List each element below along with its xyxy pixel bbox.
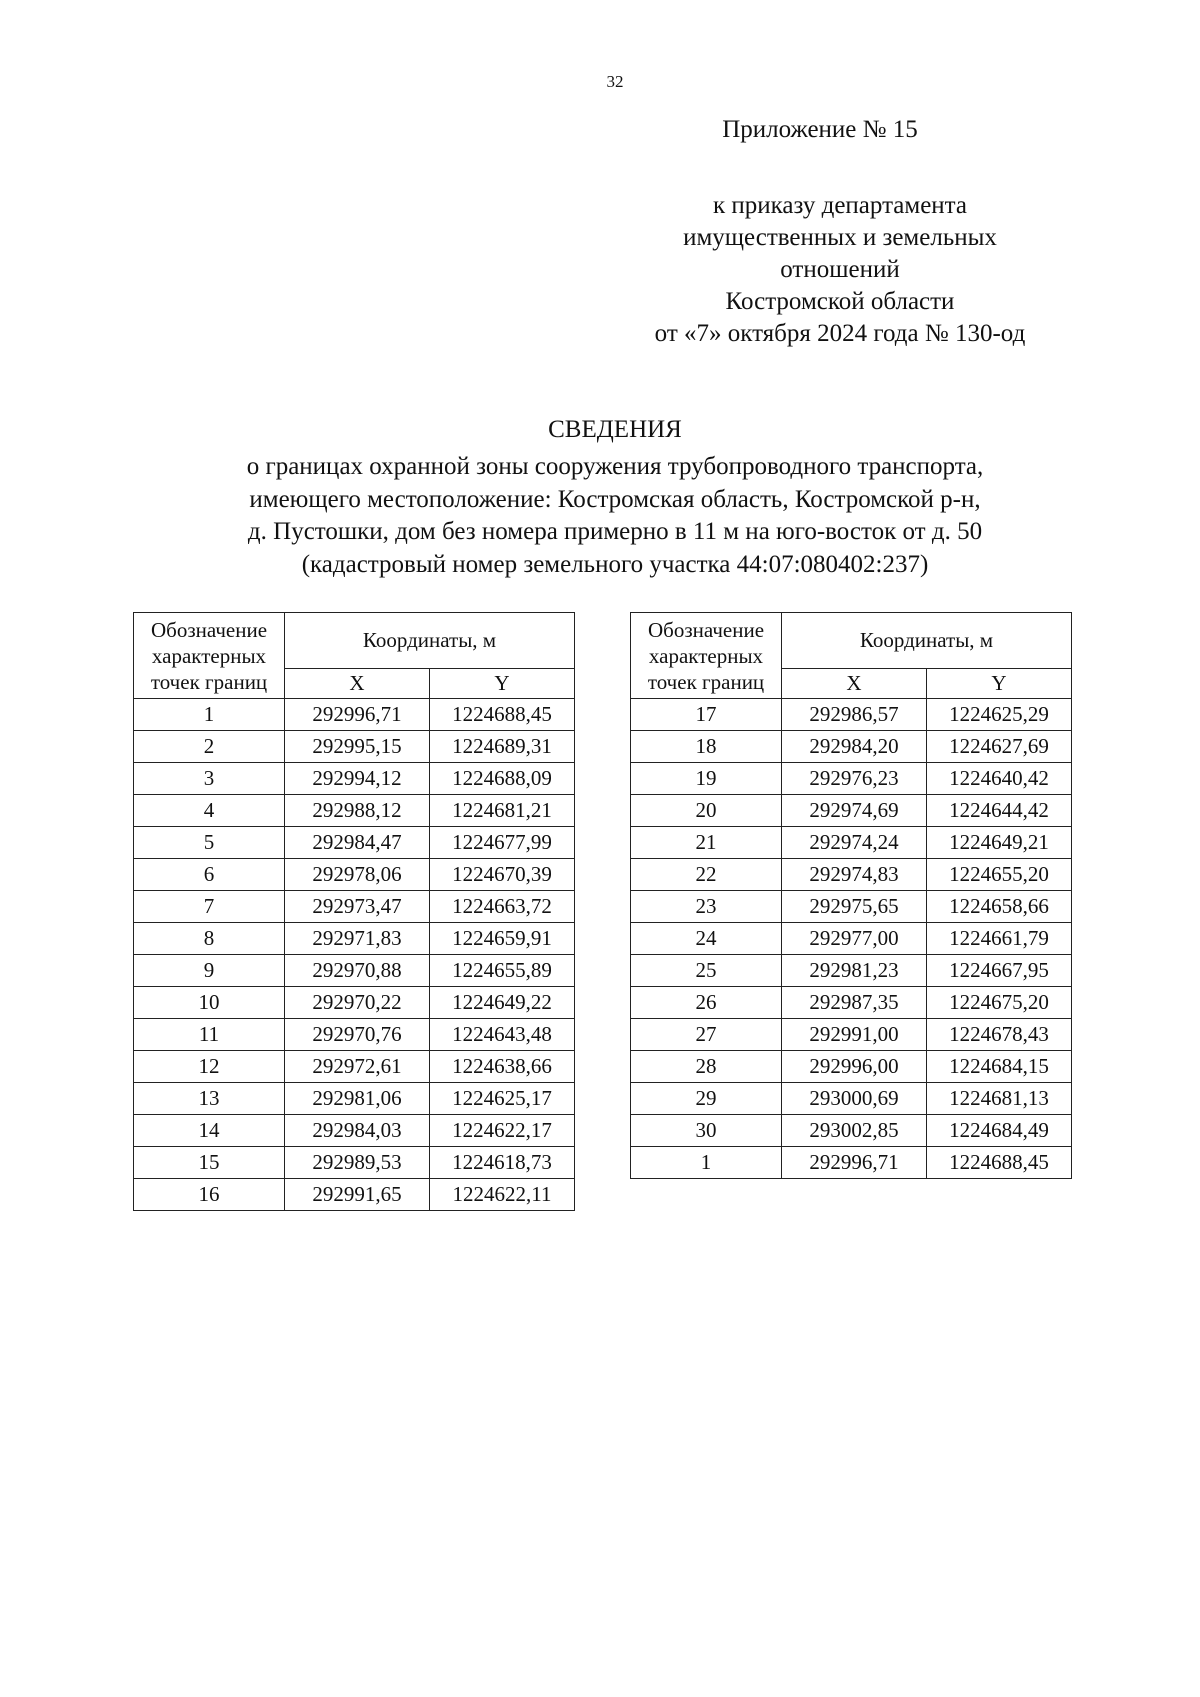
y-cell: 1224678,43	[927, 1019, 1072, 1051]
document-subtitle	[0, 451, 1200, 581]
x-cell: 292981,06	[285, 1083, 430, 1115]
point-cell: 21	[631, 827, 782, 859]
coordinates-table-left	[133, 612, 575, 1211]
x-cell: 292996,71	[782, 1147, 927, 1179]
x-cell: 292986,57	[782, 699, 927, 731]
header-y: Y	[927, 669, 1072, 699]
x-cell: 292987,35	[782, 987, 927, 1019]
table-row	[134, 1115, 575, 1147]
y-cell: 1224681,21	[430, 795, 575, 827]
y-cell: 1224649,21	[927, 827, 1072, 859]
order-ref-line: имущественных и земельных	[683, 224, 997, 251]
appendix-title: Приложение № 15	[722, 116, 918, 143]
table-row	[631, 827, 1072, 859]
y-cell: 1224644,42	[927, 795, 1072, 827]
x-cell: 292984,47	[285, 827, 430, 859]
point-cell: 4	[134, 795, 285, 827]
x-cell: 293002,85	[782, 1115, 927, 1147]
x-cell: 292991,00	[782, 1019, 927, 1051]
y-cell: 1224663,72	[430, 891, 575, 923]
y-cell: 1224643,48	[430, 1019, 575, 1051]
y-cell: 1224659,91	[430, 923, 575, 955]
subtitle-line: д. Пустошки, дом без номера примерно в 11 м на юго-восток от д. 50	[247, 518, 983, 545]
table-row	[134, 923, 575, 955]
table-row	[134, 1019, 575, 1051]
table-row	[134, 699, 575, 731]
x-cell: 292981,23	[782, 955, 927, 987]
subtitle-line: имеющего местоположение: Костромская область, Костромской р-н,	[249, 485, 981, 513]
x-cell: 292972,61	[285, 1051, 430, 1083]
point-cell: 10	[134, 987, 285, 1019]
header-coordinates: Координаты, м	[782, 613, 1072, 669]
table-row	[631, 699, 1072, 731]
x-cell: 292974,69	[782, 795, 927, 827]
coordinates-table-right	[630, 612, 1072, 1179]
point-cell: 8	[134, 923, 285, 955]
y-cell: 1224684,49	[927, 1115, 1072, 1147]
subtitle-line: (кадастровый номер земельного участка 44:07:080402:237)	[301, 550, 929, 578]
header-point: Обозначение характерных точек границ	[631, 613, 782, 699]
table-row	[134, 1179, 575, 1211]
table-row	[631, 1019, 1072, 1051]
point-cell: 26	[631, 987, 782, 1019]
table-row	[631, 763, 1072, 795]
table-row	[631, 859, 1072, 891]
table-row	[134, 763, 575, 795]
point-cell: 14	[134, 1115, 285, 1147]
subtitle-line: о границах охранной зоны сооружения трубопроводного транспорта,	[246, 453, 984, 480]
header-coordinates: Координаты, м	[285, 613, 575, 669]
order-ref-line: к приказу департамента	[712, 192, 968, 219]
point-cell: 7	[134, 891, 285, 923]
y-cell: 1224618,73	[430, 1147, 575, 1179]
table-row	[134, 987, 575, 1019]
x-cell: 292984,20	[782, 731, 927, 763]
table-row	[134, 955, 575, 987]
point-cell: 20	[631, 795, 782, 827]
y-cell: 1224677,99	[430, 827, 575, 859]
table-row	[631, 795, 1072, 827]
y-cell: 1224622,17	[430, 1115, 575, 1147]
point-cell: 25	[631, 955, 782, 987]
x-cell: 292973,47	[285, 891, 430, 923]
point-cell: 2	[134, 731, 285, 763]
x-cell: 292970,76	[285, 1019, 430, 1051]
x-cell: 292984,03	[285, 1115, 430, 1147]
point-cell: 6	[134, 859, 285, 891]
header-point: Обозначение характерных точек границ	[134, 613, 285, 699]
point-cell: 1	[631, 1147, 782, 1179]
point-cell: 12	[134, 1051, 285, 1083]
table-row	[134, 1051, 575, 1083]
y-cell: 1224684,15	[927, 1051, 1072, 1083]
table-row	[631, 1051, 1072, 1083]
order-reference	[620, 190, 1060, 350]
x-cell: 292975,65	[782, 891, 927, 923]
table-row	[134, 859, 575, 891]
x-cell: 292994,12	[285, 763, 430, 795]
page-number: 32	[606, 72, 624, 91]
y-cell: 1224640,42	[927, 763, 1072, 795]
y-cell: 1224670,39	[430, 859, 575, 891]
point-cell: 19	[631, 763, 782, 795]
y-cell: 1224688,45	[430, 699, 575, 731]
order-ref-line: Костромской области	[725, 288, 955, 315]
document-title: СВЕДЕНИЯ	[548, 416, 682, 443]
point-cell: 5	[134, 827, 285, 859]
x-cell: 292977,00	[782, 923, 927, 955]
x-cell: 292976,23	[782, 763, 927, 795]
table-row	[134, 1083, 575, 1115]
x-cell: 292974,83	[782, 859, 927, 891]
y-cell: 1224625,17	[430, 1083, 575, 1115]
table-row	[134, 827, 575, 859]
y-cell: 1224655,89	[430, 955, 575, 987]
point-cell: 3	[134, 763, 285, 795]
table-row	[134, 1147, 575, 1179]
y-cell: 1224627,69	[927, 731, 1072, 763]
point-cell: 30	[631, 1115, 782, 1147]
x-cell: 292995,15	[285, 731, 430, 763]
y-cell: 1224675,20	[927, 987, 1072, 1019]
header-x: X	[782, 669, 927, 699]
point-cell: 24	[631, 923, 782, 955]
table-row	[134, 891, 575, 923]
y-cell: 1224622,11	[430, 1179, 575, 1211]
x-cell: 293000,69	[782, 1083, 927, 1115]
y-cell: 1224658,66	[927, 891, 1072, 923]
table-row	[631, 955, 1072, 987]
y-cell: 1224681,13	[927, 1083, 1072, 1115]
table-row	[631, 987, 1072, 1019]
header-x: X	[285, 669, 430, 699]
x-cell: 292970,88	[285, 955, 430, 987]
table-row	[631, 1083, 1072, 1115]
point-cell: 1	[134, 699, 285, 731]
y-cell: 1224667,95	[927, 955, 1072, 987]
point-cell: 13	[134, 1083, 285, 1115]
point-cell: 18	[631, 731, 782, 763]
point-cell: 17	[631, 699, 782, 731]
x-cell: 292996,71	[285, 699, 430, 731]
table-row	[631, 1147, 1072, 1179]
y-cell: 1224625,29	[927, 699, 1072, 731]
table-row	[631, 1115, 1072, 1147]
point-cell: 11	[134, 1019, 285, 1051]
x-cell: 292978,06	[285, 859, 430, 891]
y-cell: 1224688,45	[927, 1147, 1072, 1179]
order-ref-line: отношений	[780, 256, 900, 283]
point-cell: 29	[631, 1083, 782, 1115]
x-cell: 292971,83	[285, 923, 430, 955]
x-cell: 292989,53	[285, 1147, 430, 1179]
order-ref-line: от «7» октября 2024 года № 130-од	[654, 320, 1026, 347]
header-y: Y	[430, 669, 575, 699]
y-cell: 1224661,79	[927, 923, 1072, 955]
table-row	[134, 795, 575, 827]
x-cell: 292996,00	[782, 1051, 927, 1083]
y-cell: 1224638,66	[430, 1051, 575, 1083]
table-row	[631, 923, 1072, 955]
table-row	[134, 731, 575, 763]
point-cell: 27	[631, 1019, 782, 1051]
table-row	[631, 731, 1072, 763]
y-cell: 1224689,31	[430, 731, 575, 763]
point-cell: 9	[134, 955, 285, 987]
x-cell: 292974,24	[782, 827, 927, 859]
y-cell: 1224649,22	[430, 987, 575, 1019]
table-row	[631, 891, 1072, 923]
point-cell: 23	[631, 891, 782, 923]
x-cell: 292988,12	[285, 795, 430, 827]
y-cell: 1224655,20	[927, 859, 1072, 891]
point-cell: 28	[631, 1051, 782, 1083]
y-cell: 1224688,09	[430, 763, 575, 795]
point-cell: 16	[134, 1179, 285, 1211]
point-cell: 15	[134, 1147, 285, 1179]
x-cell: 292991,65	[285, 1179, 430, 1211]
point-cell: 22	[631, 859, 782, 891]
x-cell: 292970,22	[285, 987, 430, 1019]
